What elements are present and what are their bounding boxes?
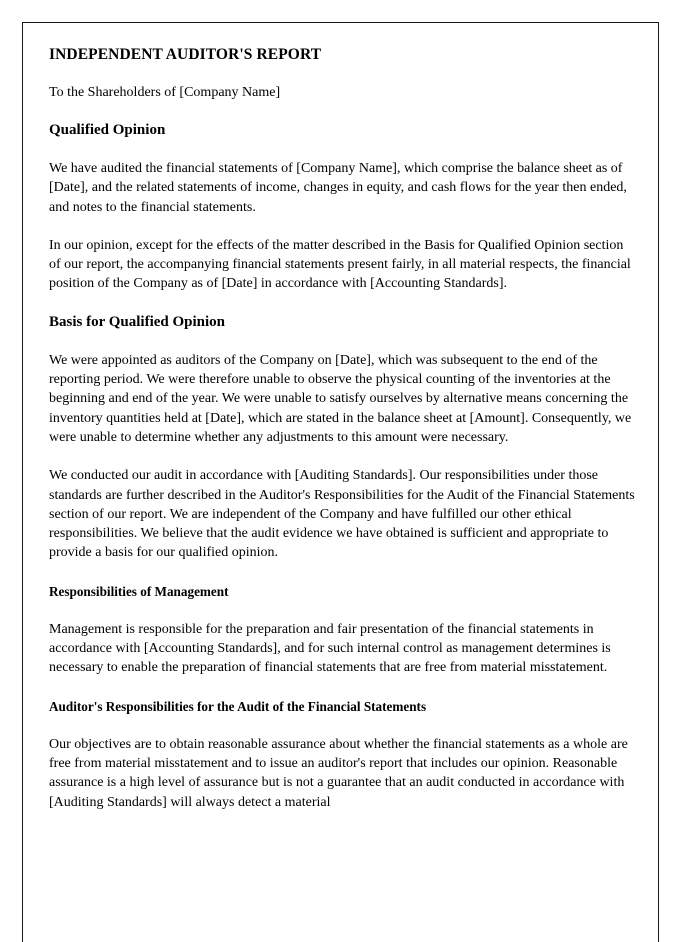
- section-heading-responsibilities-of-management: Responsibilities of Management: [49, 583, 229, 599]
- section-heading-qualified-opinion: Qualified Opinion: [49, 122, 166, 138]
- paragraph: We have audited the financial statements of [Company Name], which comprise the balance sheet as of [Date], and the related statements of income, changes in equity, and cash flows for the year then ended, and notes to the financial statements.: [49, 161, 627, 215]
- document-body: [49, 45, 637, 812]
- section-heading-basis-for-qualified-opinion: Basis for Qualified Opinion: [49, 313, 226, 330]
- paragraph: We conducted our audit in accordance with [Auditing Standards]. Our responsibilities under those standards are further described in the Auditor's Responsibilities for the Audit of the Financial Statements section of our report. We are independent of the Company and have fulfilled our other ethical responsibilities. We believe that the audit evidence we have obtained is sufficient and appropriate to provide a basis for our qualified opinion.: [49, 468, 635, 561]
- page-title: INDEPENDENT AUDITOR'S REPORT: [49, 46, 322, 63]
- paragraph: Management is responsible for the preparation and fair presentation of the financial statements in accordance with [Accounting Standards], and for such internal control as management determines is necessary to enable the preparation of financial statements that are free from material misstatement.: [49, 621, 611, 676]
- paragraph: In our opinion, except for the effects of the matter described in the Basis for Qualified Opinion section of our report, the accompanying financial statements present fairly, in all material respects, the financial position of the Company as of [Date] in accordance with [Accounting Standards].: [49, 237, 631, 292]
- section-heading-auditors-responsibilities: Auditor's Responsibilities for the Audit of the Financial Statements: [49, 698, 427, 714]
- paragraph: We were appointed as auditors of the Company on [Date], which was subsequent to the end of the reporting period. We were therefore unable to observe the physical counting of the inventories at the beginning and end of the year. We were unable to satisfy ourselves by alternative means concerning the inventory quantities held at [Date], which are stated in the balance sheet at [Amount]. Consequently, we were unable to determine whether any adjustments to this amount were necessary.: [49, 352, 632, 445]
- document-page: [22, 22, 659, 942]
- addressee-line: To the Shareholders of [Company Name]: [49, 85, 281, 100]
- paragraph-truncated: Our objectives are to obtain reasonable assurance about whether the financial statements as a whole are free from material misstatement and to issue an auditor's report that includes our opinion. Reasonable assurance is a high level of assurance but is not a guarantee that an audit conducted in accordance with [Auditing Standards] will always detect a material: [49, 736, 628, 810]
